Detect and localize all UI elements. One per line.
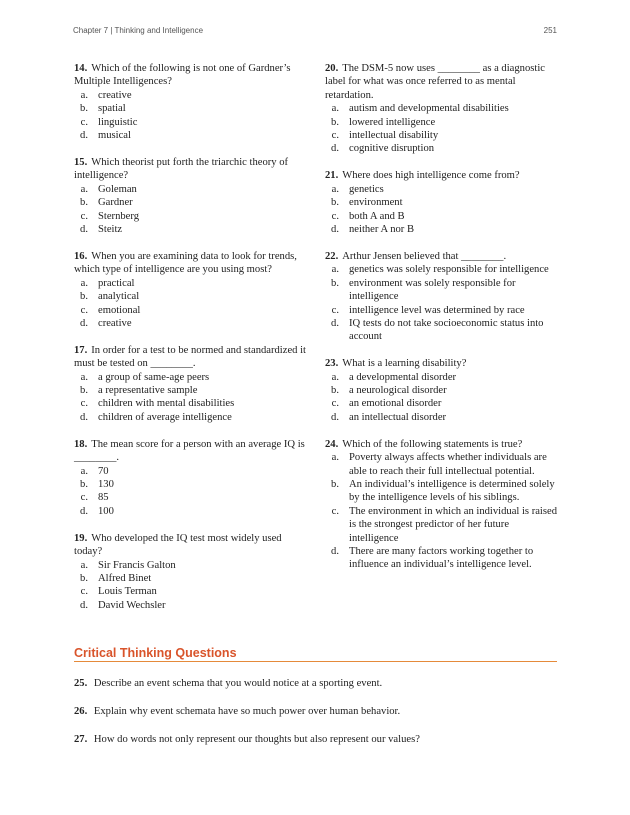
option-text: emotional bbox=[98, 304, 141, 316]
option-letter: a. bbox=[331, 264, 339, 276]
question-text: Which theorist put forth the triarchic theory of intelligence? bbox=[74, 156, 289, 182]
answer-option bbox=[74, 397, 306, 410]
question-number: 18. bbox=[74, 438, 88, 450]
answer-option bbox=[74, 478, 306, 491]
answer-option bbox=[325, 304, 557, 317]
option-letter: a. bbox=[331, 183, 339, 195]
option-text: creative bbox=[98, 317, 132, 329]
option-letter: d. bbox=[331, 411, 339, 423]
option-text: Sternberg bbox=[98, 210, 139, 222]
option-text: Louis Terman bbox=[98, 586, 157, 598]
option-letter: d. bbox=[80, 599, 88, 611]
option-text: a neurological disorder bbox=[349, 385, 447, 397]
question-block bbox=[325, 438, 557, 572]
option-letter: b. bbox=[331, 277, 339, 289]
option-text: Steitz bbox=[98, 223, 123, 235]
option-letter: a. bbox=[80, 371, 88, 383]
question-stem bbox=[325, 250, 557, 263]
left-question-column bbox=[74, 62, 306, 626]
option-text: environment was solely responsible for intelligence bbox=[349, 277, 516, 303]
option-letter: a. bbox=[331, 371, 339, 383]
option-letter: d. bbox=[80, 411, 88, 423]
option-text: intellectual disability bbox=[349, 130, 439, 142]
option-text: Poverty always affects whether individuals are able to reach their full intellectual potential. bbox=[349, 452, 547, 477]
option-letter: c. bbox=[331, 130, 339, 142]
critical-question bbox=[74, 733, 557, 746]
question-text: When you are examining data to look for trends, which type of intelligence are you using most? bbox=[74, 250, 297, 276]
answer-option bbox=[325, 129, 557, 142]
question-number: 17. bbox=[74, 344, 88, 356]
question-stem bbox=[74, 62, 306, 89]
answer-option bbox=[74, 290, 306, 303]
question-text: How do words not only represent our thoughts but also represent our values? bbox=[93, 734, 420, 745]
answer-option bbox=[325, 505, 557, 545]
question-text: Which of the following is not one of Gardner’s Multiple Intelligences? bbox=[74, 63, 291, 88]
question-number: 15. bbox=[74, 156, 88, 168]
answer-option bbox=[74, 116, 306, 129]
question-number: 14. bbox=[74, 63, 88, 74]
question-block bbox=[325, 62, 557, 156]
critical-question bbox=[74, 677, 557, 690]
option-text: an emotional disorder bbox=[349, 398, 442, 410]
answer-option bbox=[325, 142, 557, 155]
right-question-column bbox=[325, 62, 557, 585]
option-letter: a. bbox=[331, 103, 339, 115]
option-text: 70 bbox=[98, 465, 109, 477]
option-text: Goleman bbox=[98, 183, 137, 195]
answer-option bbox=[325, 317, 557, 344]
option-letter: d. bbox=[331, 223, 339, 235]
answer-option bbox=[325, 263, 557, 276]
question-text: Arthur Jensen believed that ________. bbox=[342, 250, 507, 262]
answer-option bbox=[74, 183, 306, 196]
question-stem bbox=[325, 169, 557, 182]
answer-option bbox=[325, 223, 557, 236]
answer-option bbox=[74, 585, 306, 598]
answer-option bbox=[74, 371, 306, 384]
option-text: practical bbox=[98, 277, 135, 289]
question-text: The DSM-5 now uses ________ as a diagnostic label for what was once referred to as mental retardation. bbox=[325, 63, 545, 101]
option-letter: c. bbox=[80, 210, 88, 222]
answer-option bbox=[325, 210, 557, 223]
option-letter: d. bbox=[331, 546, 339, 557]
answer-option bbox=[74, 599, 306, 612]
question-number: 19. bbox=[74, 532, 88, 544]
question-number: 21. bbox=[325, 170, 339, 182]
option-text: genetics bbox=[349, 183, 384, 195]
option-text: 85 bbox=[98, 492, 109, 504]
answer-option bbox=[325, 478, 557, 505]
option-letter: a. bbox=[80, 183, 88, 195]
option-letter: b. bbox=[331, 385, 339, 397]
option-text: 100 bbox=[98, 505, 114, 517]
answer-option bbox=[325, 545, 557, 572]
answer-option bbox=[325, 371, 557, 384]
option-text: a group of same-age peers bbox=[98, 371, 210, 383]
question-number: 24. bbox=[325, 438, 339, 450]
option-text: The environment in which an individual is raised is the strongest predictor of her future intelligence bbox=[349, 505, 558, 544]
option-letter: d. bbox=[80, 130, 88, 142]
option-letter: c. bbox=[80, 586, 88, 598]
option-letter: b. bbox=[331, 478, 339, 490]
option-letter: c. bbox=[80, 116, 88, 128]
answer-option bbox=[74, 559, 306, 572]
answer-option bbox=[325, 277, 557, 304]
question-number: 25. bbox=[74, 678, 88, 689]
question-block bbox=[74, 250, 306, 330]
answer-option bbox=[325, 102, 557, 115]
option-letter: a. bbox=[80, 89, 88, 101]
option-letter: d. bbox=[331, 143, 339, 155]
answer-option bbox=[325, 451, 557, 478]
answer-option bbox=[325, 397, 557, 410]
question-block bbox=[325, 250, 557, 344]
option-letter: b. bbox=[331, 197, 339, 209]
critical-thinking-heading: Critical Thinking Questions bbox=[74, 646, 237, 660]
answer-option bbox=[74, 304, 306, 317]
answer-option bbox=[74, 210, 306, 223]
option-text: genetics was solely responsible for intelligence bbox=[349, 264, 549, 276]
option-text: an intellectual disorder bbox=[349, 411, 447, 423]
option-text: spatial bbox=[98, 103, 126, 115]
question-stem bbox=[325, 357, 557, 370]
option-text: musical bbox=[98, 130, 131, 142]
option-letter: b. bbox=[80, 103, 88, 115]
option-letter: c. bbox=[80, 304, 88, 316]
option-text: intelligence level was determined by race bbox=[349, 304, 525, 316]
option-text: cognitive disruption bbox=[349, 143, 435, 155]
answer-option bbox=[325, 411, 557, 424]
question-stem bbox=[325, 438, 557, 451]
question-block bbox=[325, 169, 557, 236]
answer-option bbox=[74, 465, 306, 478]
answer-option bbox=[74, 384, 306, 397]
option-letter: d. bbox=[80, 505, 88, 517]
question-text: In order for a test to be normed and standardized it must be tested on ________. bbox=[74, 344, 306, 370]
question-number: 20. bbox=[325, 63, 339, 74]
option-text: children with mental disabilities bbox=[98, 398, 235, 410]
critical-question bbox=[74, 705, 557, 718]
question-stem bbox=[325, 62, 557, 102]
answer-option bbox=[74, 317, 306, 330]
option-letter: b. bbox=[80, 385, 88, 397]
option-text: An individual’s intelligence is determined solely by the intelligence levels of his siblings. bbox=[349, 478, 555, 504]
question-stem bbox=[74, 438, 306, 465]
question-text: Who developed the IQ test most widely used today? bbox=[74, 532, 282, 558]
option-letter: b. bbox=[80, 197, 88, 209]
option-text: autism and developmental disabilities bbox=[349, 103, 509, 115]
option-letter: b. bbox=[80, 291, 88, 303]
option-text: environment bbox=[349, 197, 403, 209]
option-letter: a. bbox=[80, 465, 88, 477]
answer-option bbox=[74, 196, 306, 209]
question-stem bbox=[74, 344, 306, 371]
answer-option bbox=[74, 411, 306, 424]
question-text: Which of the following statements is true? bbox=[342, 438, 523, 450]
option-letter: c. bbox=[331, 398, 339, 410]
question-text: Where does high intelligence come from? bbox=[342, 170, 520, 182]
option-letter: b. bbox=[80, 478, 88, 490]
question-block bbox=[74, 62, 306, 142]
option-text: Alfred Binet bbox=[98, 572, 152, 584]
running-head bbox=[73, 26, 557, 35]
option-letter: d. bbox=[80, 317, 88, 329]
question-text: What is a learning disability? bbox=[342, 358, 467, 370]
question-text: Explain why event schemata have so much power over human behavior. bbox=[93, 706, 401, 717]
answer-option bbox=[74, 277, 306, 290]
answer-option bbox=[74, 89, 306, 102]
option-text: both A and B bbox=[349, 210, 405, 222]
answer-option bbox=[325, 183, 557, 196]
option-text: There are many factors working together to influence an individual’s intelligence level. bbox=[349, 546, 534, 571]
option-text: Gardner bbox=[98, 197, 133, 209]
option-letter: a. bbox=[331, 452, 339, 464]
question-block bbox=[74, 344, 306, 424]
option-letter: b. bbox=[80, 572, 88, 584]
option-letter: d. bbox=[80, 223, 88, 235]
option-text: IQ tests do not take socioeconomic status into account bbox=[349, 317, 544, 343]
option-text: David Wechsler bbox=[98, 599, 166, 611]
answer-option bbox=[74, 129, 306, 142]
question-block bbox=[325, 357, 557, 424]
answer-option bbox=[74, 491, 306, 504]
option-text: a representative sample bbox=[98, 385, 198, 397]
question-number: 23. bbox=[325, 358, 339, 370]
question-text: Describe an event schema that you would notice at a sporting event. bbox=[93, 678, 383, 689]
option-text: Sir Francis Galton bbox=[98, 559, 176, 571]
answer-option bbox=[325, 196, 557, 209]
heading-rule bbox=[74, 661, 557, 662]
question-block bbox=[74, 532, 306, 612]
answer-option bbox=[74, 102, 306, 115]
option-text: neither A nor B bbox=[349, 223, 415, 235]
question-number: 22. bbox=[325, 250, 339, 262]
option-letter: a. bbox=[80, 277, 88, 289]
answer-option bbox=[74, 572, 306, 585]
question-number: 16. bbox=[74, 250, 88, 262]
answer-option bbox=[74, 505, 306, 518]
option-text: lowered intelligence bbox=[349, 116, 436, 128]
question-text: The mean score for a person with an average IQ is ________. bbox=[74, 438, 305, 464]
option-letter: b. bbox=[331, 116, 339, 128]
question-stem bbox=[74, 156, 306, 183]
option-letter: c. bbox=[331, 304, 339, 316]
option-letter: c. bbox=[80, 492, 88, 504]
question-number: 26. bbox=[74, 706, 88, 717]
chapter-title: Chapter 7 | Thinking and Intelligence bbox=[73, 26, 204, 35]
question-stem bbox=[74, 250, 306, 277]
option-text: creative bbox=[98, 89, 132, 101]
option-text: linguistic bbox=[98, 116, 138, 128]
option-text: a developmental disorder bbox=[349, 371, 457, 383]
question-number: 27. bbox=[74, 734, 88, 745]
question-stem bbox=[74, 532, 306, 559]
option-letter: c. bbox=[80, 398, 88, 410]
question-block bbox=[74, 438, 306, 518]
option-text: analytical bbox=[98, 291, 140, 303]
answer-option bbox=[325, 384, 557, 397]
question-block bbox=[74, 156, 306, 236]
page-number: 251 bbox=[543, 26, 557, 35]
answer-option bbox=[325, 116, 557, 129]
option-text: children of average intelligence bbox=[98, 411, 232, 423]
answer-option bbox=[74, 223, 306, 236]
option-letter: a. bbox=[80, 559, 88, 571]
option-letter: c. bbox=[331, 505, 339, 517]
option-letter: d. bbox=[331, 317, 339, 329]
option-text: 130 bbox=[98, 478, 114, 490]
option-letter: c. bbox=[331, 210, 339, 222]
